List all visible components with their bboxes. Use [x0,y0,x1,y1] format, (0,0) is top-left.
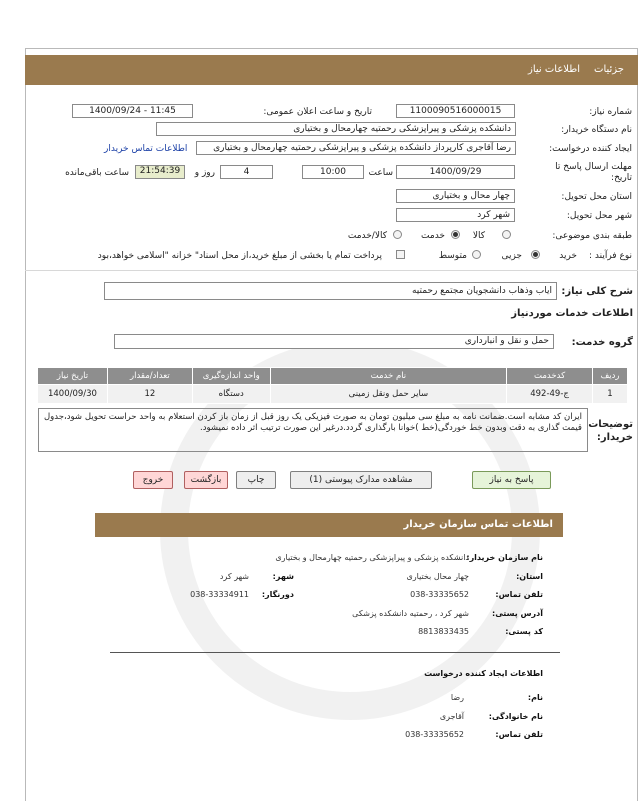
contact-address-value: شهر کرد ، رحمتیه دانشکده پزشکی [352,609,469,618]
buyer-contact-link[interactable]: اطلاعات تماس خریدار [104,144,188,154]
creator-first-name-label: نام: [527,693,543,702]
contact-city-label: شهر: [272,572,294,581]
cell-need-date: 1400/09/30 [38,385,108,404]
table-header-row [38,368,628,385]
city-field: شهر کرد [396,208,515,222]
cell-quantity: 12 [107,385,192,404]
contact-province-label: استان: [516,572,543,581]
creator-phone-label: تلفن تماس: [495,730,543,739]
contact-postal-label: کد پستی: [505,627,543,636]
contact-section-bar [95,513,563,537]
divider [25,270,638,271]
process-label: نوع فرآیند : [589,251,632,261]
process-minor-label: جزیی [501,251,522,261]
attachments-button[interactable]: مشاهده مدارک پیوستی (1) [290,471,432,489]
back-button[interactable]: بازگشت [184,471,228,489]
creator-heading: اطلاعات ایجاد کننده درخواست [424,669,543,678]
col-row: ردیف [593,368,628,385]
category-goods-service-label: کالا/خدمت [347,231,387,241]
creator-field: رضا آقاجری کارپرداز دانشکده پزشکی و پیراپزشکی رحمتیه چهارمحال و بختیاری [196,141,516,155]
category-goods-service-radio[interactable] [393,230,402,239]
summary-title-field: ایاب وذهاب دانشجویان مجتمع رحمتیه [104,282,557,300]
remaining-label: ساعت باقی‌مانده [65,168,129,178]
days-label: روز و [194,168,215,178]
contact-province-value: چهار محال بختیاری [406,572,469,581]
contact-divider [110,652,560,653]
notes-label: توضیحات خریدار: [588,419,633,443]
category-label: طبقه بندی موضوعی: [552,231,632,241]
col-service-code: کدخدمت [507,368,593,385]
col-service-name: نام خدمت [270,368,506,385]
contact-fax-label: دورنگار: [261,590,294,599]
contact-org-value: دانشکده پزشکی و پیراپزشکی رحمتیه چهارمحال و بختیاری [275,553,469,562]
tab-details[interactable]: جزئیات [594,64,624,75]
creator-last-name-value: آقاجری [439,712,464,721]
table-row [38,385,628,404]
group-field: حمل و نقل و انبارداری [114,334,554,349]
contact-phone-label: تلفن تماس: [495,590,543,599]
category-service-label: خدمت [421,231,445,241]
cell-row: 1 [593,385,628,404]
contact-fax-value: 038-33334911 [190,590,249,599]
contact-postal-value: 8813833435 [418,627,469,636]
col-need-date: تاریخ نیاز [38,368,108,385]
deadline-time-field: 10:00 [302,165,364,179]
remaining-time-field: 21:54:39 [135,165,185,179]
process-minor-radio[interactable] [531,250,540,259]
process-medium-radio[interactable] [472,250,481,259]
notes-field: ایران کد مشابه است.ضمانت نامه به مبلغ سی میلیون تومان به صورت فیزیکی یک روز قبل از زمان باز کردن استعلام به واحد حراست تحویل شود،جدول قیمت گذاری به دقت وبدون خط خوردگی(خط )خوانا بارگذاری گردد.درغیر این صورت ترتیب اثر داده نمیشود. [38,408,588,452]
deadline-label: مهلت ارسال پاسخ تا تاریخ: [555,162,632,183]
announce-label: تاریخ و ساعت اعلان عمومی: [263,107,372,117]
group-label: گروه خدمت: [571,337,633,348]
summary-title-label: شرح کلی نیاز: [561,286,633,297]
process-medium-label: متوسط [438,251,467,261]
city-label: شهر محل تحویل: [566,211,632,221]
payment-checkbox[interactable] [396,250,405,259]
cell-service-code: ج-49-492 [507,385,593,404]
creator-phone-value: 038-33335652 [405,730,464,739]
buyer-org-field: دانشکده پزشکی و پیراپزشکی رحمتیه چهارمحال و بختیاری [156,122,516,136]
province-field: چهار محال و بختیاری [396,189,515,203]
tab-need-info[interactable]: اطلاعات نیاز [528,64,580,75]
cell-service-name: سایر حمل ونقل زمینی [270,385,506,404]
process-purchase-label: خرید [559,251,577,261]
need-number-field: 1100090516000015 [396,104,515,118]
services-heading: اطلاعات خدمات موردنیاز [511,308,633,319]
days-field: 4 [220,165,273,179]
deadline-time-label: ساعت [368,168,393,178]
category-goods-label: کالا [472,231,485,241]
category-service-radio[interactable] [451,230,460,239]
creator-label: ایجاد کننده درخواست: [549,144,632,154]
need-number-label: شماره نیاز: [589,107,632,117]
announce-field: 1400/09/24 - 11:45 [72,104,193,118]
contact-section-title: اطلاعات تماس سازمان خریدار [403,519,553,530]
services-table [37,367,628,404]
contact-org-label: نام سازمان خریدار: [466,553,543,562]
contact-phone-value: 038-33335652 [410,590,469,599]
province-label: استان محل تحویل: [561,192,632,202]
reply-button[interactable]: پاسخ به نیاز [472,471,551,489]
deadline-date-field: 1400/09/29 [396,165,515,179]
buyer-org-label: نام دستگاه خریدار: [561,125,632,135]
creator-last-name-label: نام خانوادگی: [488,712,543,721]
print-button[interactable]: چاپ [236,471,276,489]
col-unit: واحد اندازه‌گیری [192,368,270,385]
category-goods-radio[interactable] [502,230,511,239]
creator-first-name-value: رضا [450,693,464,702]
contact-city-value: شهر کرد [219,572,249,581]
cell-unit: دستگاه [192,385,270,404]
contact-address-label: آدرس پستی: [492,609,543,618]
exit-button[interactable]: خروج [133,471,173,489]
top-nav-bar [25,55,638,85]
col-quantity: تعداد/مقدار [107,368,192,385]
payment-note: پرداخت تمام یا بخشی از مبلغ خرید،از محل اسناد" خزانه "اسلامی خواهد،بود [97,251,382,261]
